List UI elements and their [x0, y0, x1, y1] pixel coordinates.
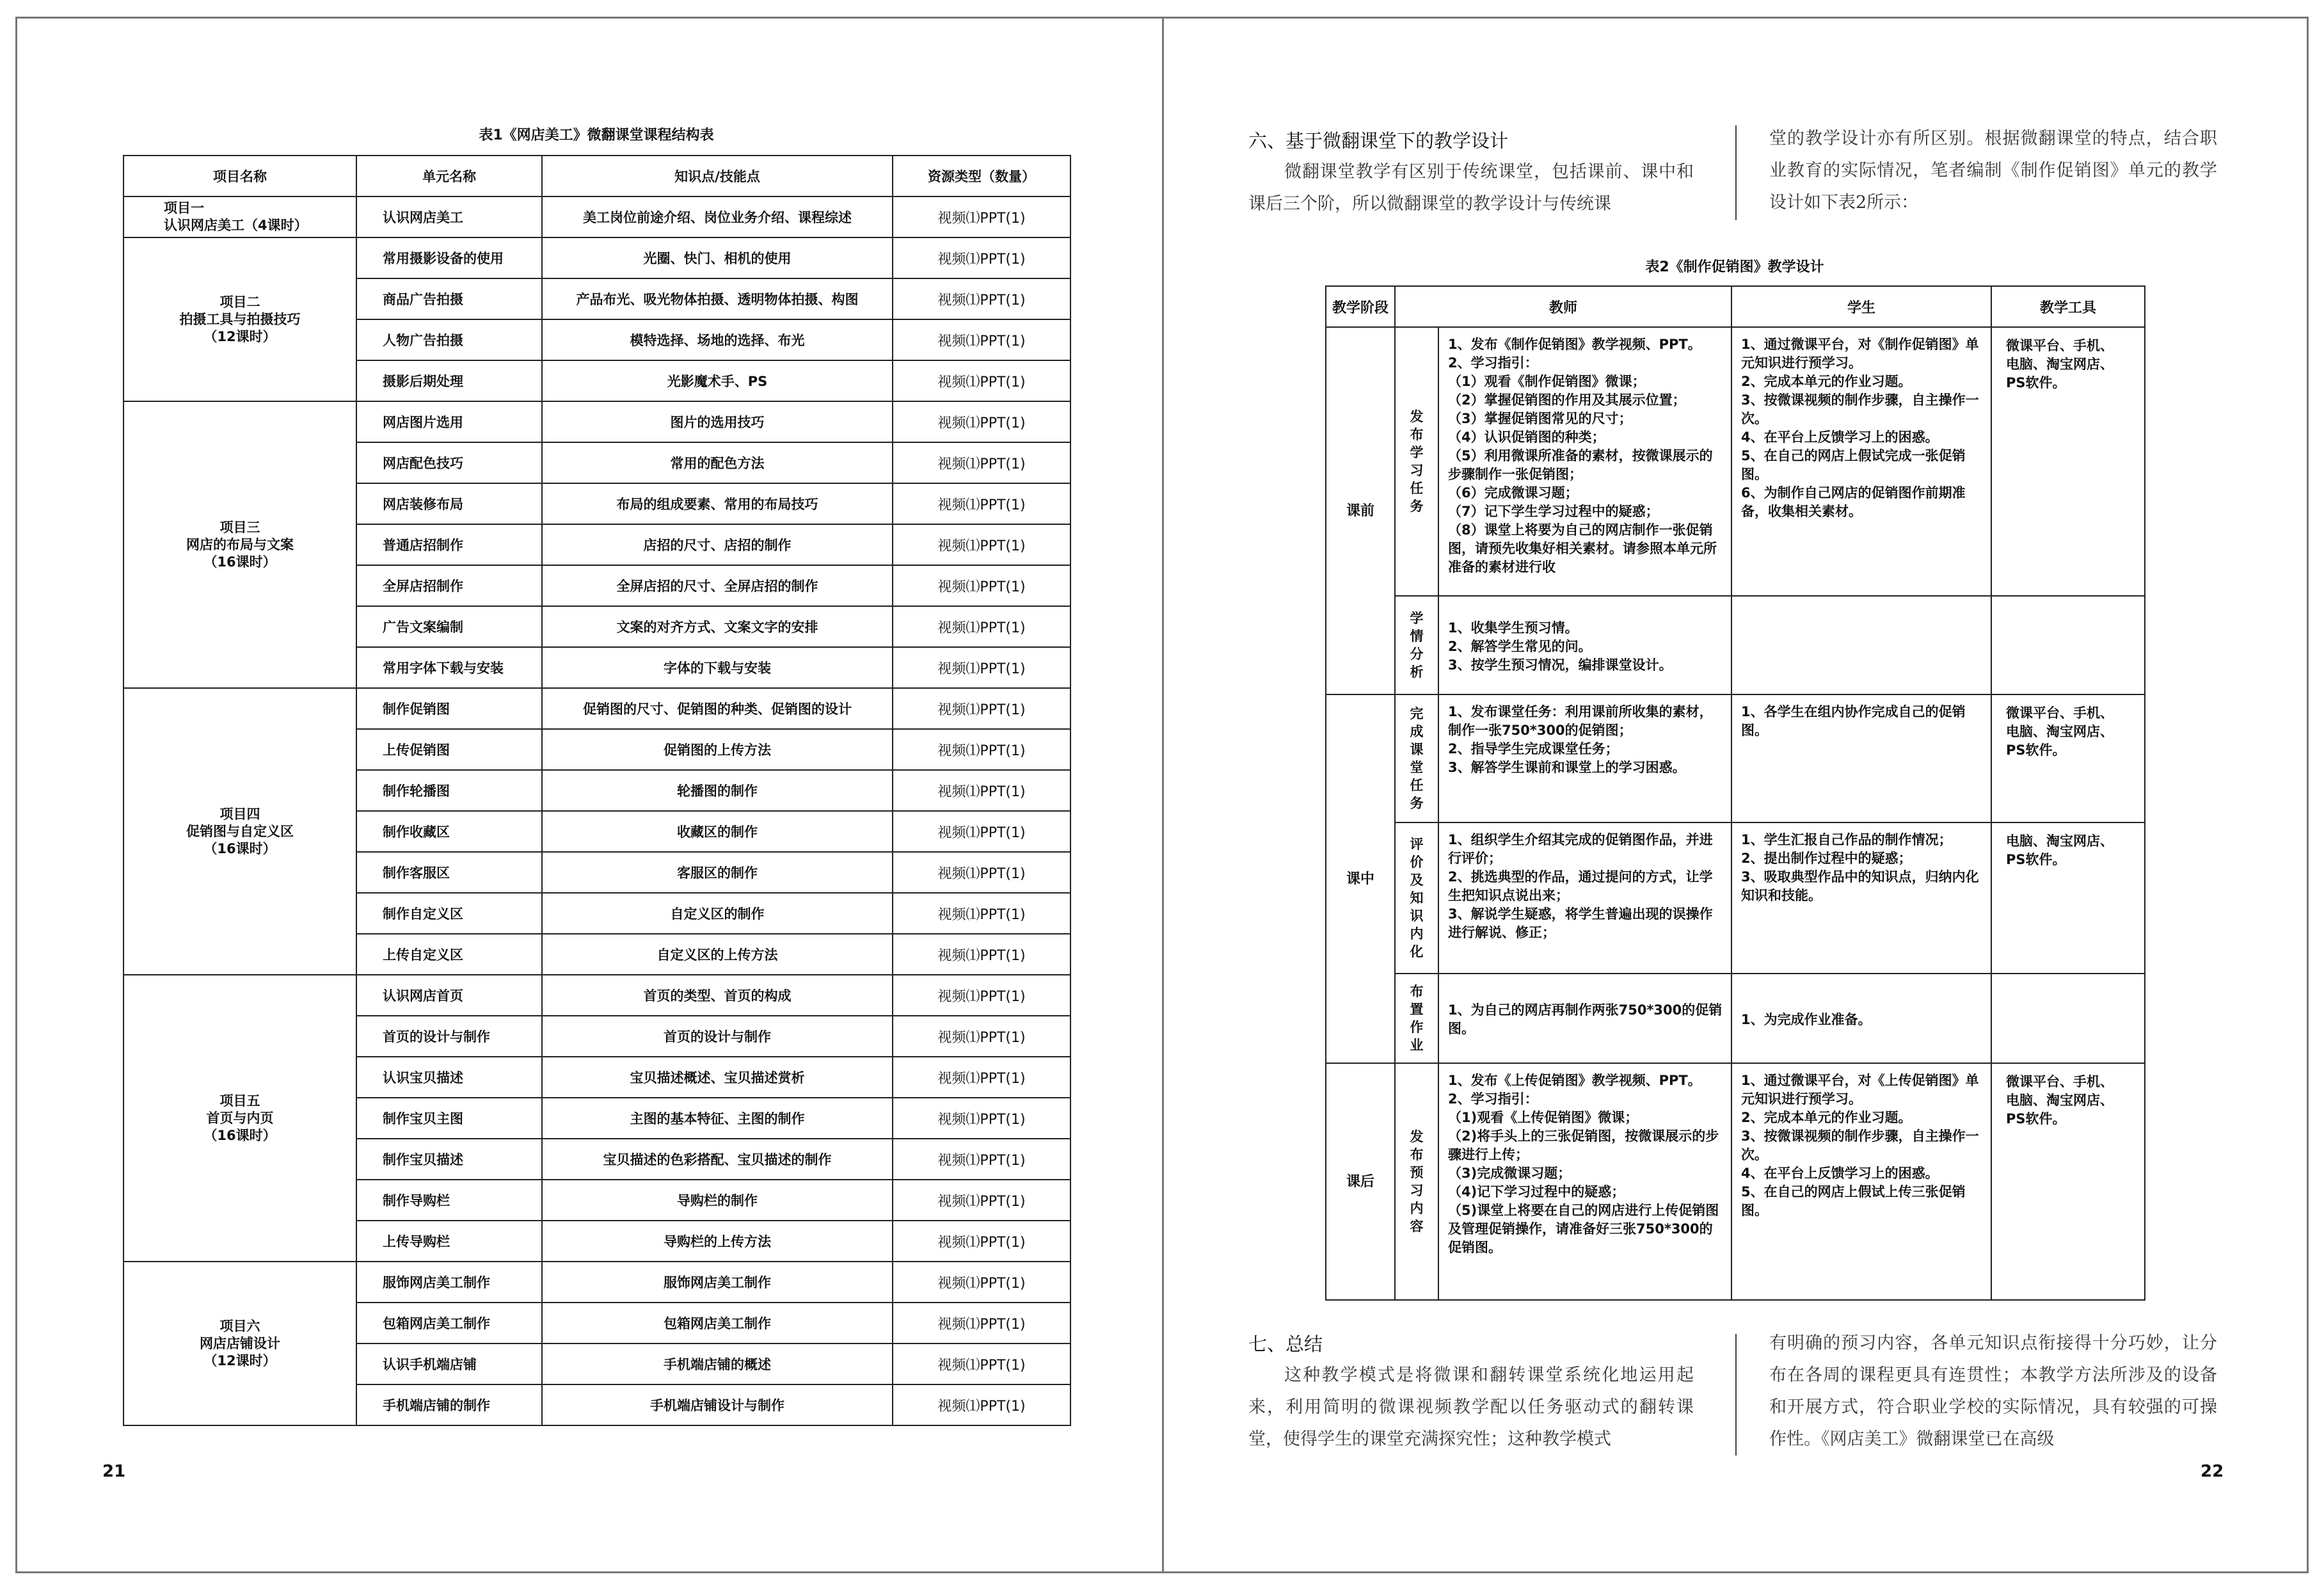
project-name-line: 项目一: [164, 200, 204, 216]
unit-cell: 手机端店铺的制作: [356, 1384, 542, 1425]
table-row: [123, 975, 1070, 1016]
resource-cell: 视频⑴PPT(1): [893, 893, 1070, 934]
resource-cell: 视频⑴PPT(1): [893, 196, 1070, 237]
resource-cell: 视频⑴PPT(1): [893, 1384, 1070, 1425]
knowledge-cell: 光圈、快门、相机的使用: [542, 237, 893, 278]
cell-line: 2、提出制作过程中的疑惑；: [1741, 851, 1912, 866]
knowledge-cell: 模特选择、场地的选择、布光: [542, 319, 893, 360]
unit-cell: 制作自定义区: [356, 893, 542, 934]
knowledge-cell: 首页的类型、首页的构成: [542, 975, 893, 1016]
resource-cell: 视频⑴PPT(1): [893, 1343, 1070, 1384]
cell-line: 3、按学生预习情况，编排课堂设计。: [1448, 657, 1673, 673]
knowledge-cell: 文案的对齐方式、文案文字的安排: [542, 606, 893, 647]
student-cell: [1731, 694, 1991, 822]
cell-line: （6）完成微课习题；: [1448, 485, 1579, 501]
header-unit: 单元名称: [356, 156, 542, 196]
cell-line: 3、按微课视频的制作步骤，自主操作一次。: [1741, 1128, 1979, 1162]
project-name-line: 首页与内页: [206, 1110, 274, 1126]
knowledge-cell: 轮播图的制作: [542, 770, 893, 811]
project-name-line: （16课时）: [203, 840, 276, 856]
table-row: [123, 401, 1070, 442]
unit-cell: 制作收藏区: [356, 811, 542, 852]
resource-cell: 视频⑴PPT(1): [893, 770, 1070, 811]
unit-cell: 制作促销图: [356, 688, 542, 729]
knowledge-cell: 自定义区的上传方法: [542, 934, 893, 975]
header-knowledge: 知识点/技能点: [542, 156, 893, 196]
project-name-line: 促销图与自定义区: [186, 823, 294, 839]
cell-line: 微课平台、手机、: [2006, 338, 2114, 353]
cell-line: PS软件。: [2006, 742, 2066, 758]
student-cell: [1731, 596, 1991, 694]
cell-line: 1、发布课堂任务：利用课前所收集的素材，制作一张750*300的促销图；: [1448, 704, 1713, 738]
resource-cell: 视频⑴PPT(1): [893, 483, 1070, 524]
project-name-line: （16课时）: [203, 1127, 276, 1143]
resource-cell: 视频⑴PPT(1): [893, 975, 1070, 1016]
unit-cell: 上传自定义区: [356, 934, 542, 975]
table1-title: 表1《网店美工》微翻课堂课程结构表: [479, 127, 714, 143]
cell-line: （1）观看《制作促销图》微课；: [1448, 374, 1646, 389]
project-name-cell: [123, 1262, 356, 1425]
unit-cell: 制作宝贝描述: [356, 1139, 542, 1180]
section7-heading: 七、总结: [1248, 1333, 1323, 1355]
resource-cell: 视频⑴PPT(1): [893, 1016, 1070, 1057]
project-name-line: 项目四: [219, 806, 260, 822]
unit-cell: 常用字体下载与安装: [356, 647, 542, 688]
unit-cell: 上传导购栏: [356, 1221, 542, 1262]
project-name-line: 网店的布局与文案: [186, 536, 294, 552]
project-name-line: 项目三: [219, 519, 260, 535]
cell-line: 1、为自己的网店再制作两张750*300的促销图。: [1448, 1002, 1723, 1036]
section6-heading: 六、基于微翻课堂下的教学设计: [1248, 130, 1509, 152]
knowledge-cell: 导购栏的制作: [542, 1180, 893, 1221]
cell-line: 2、指导学生完成课堂任务；: [1448, 741, 1619, 757]
cell-line: PS软件。: [2006, 375, 2066, 390]
resource-cell: 视频⑴PPT(1): [893, 319, 1070, 360]
knowledge-cell: 自定义区的制作: [542, 893, 893, 934]
unit-cell: 网店装修布局: [356, 483, 542, 524]
knowledge-cell: 促销图的上传方法: [542, 729, 893, 770]
cell-line: 2、挑选典型的作品，通过提问的方式，让学生把知识点说出来；: [1448, 869, 1713, 903]
page-number-right: 22: [2201, 1462, 2224, 1481]
sub-stage: 发布预习内容: [1395, 1063, 1438, 1300]
knowledge-cell: 主图的基本特征、主图的制作: [542, 1098, 893, 1139]
unit-cell: 首页的设计与制作: [356, 1016, 542, 1057]
cell-line: （2）掌握促销图的作用及其展示位置；: [1448, 392, 1686, 408]
cell-line: 电脑、淘宝网店、: [2006, 357, 2114, 372]
section6-paragraph-col1: 微翻课堂教学有区别于传统课堂，包括课前、课中和课后三个阶，所以微翻课堂的教学设计与传统课: [1248, 162, 1694, 214]
cell-line: （8）课堂上将要为自己的网店制作一张促销图，请预先收集好相关素材。请参照本单元所准备的素材进行收: [1448, 522, 1717, 575]
teacher-cell: [1438, 694, 1731, 822]
unit-cell: 服饰网店美工制作: [356, 1262, 542, 1303]
resource-cell: 视频⑴PPT(1): [893, 1098, 1070, 1139]
resource-cell: 视频⑴PPT(1): [893, 1262, 1070, 1303]
cell-line: （1)观看《上传促销图》微课；: [1448, 1110, 1639, 1125]
cell-line: 3、解说学生疑惑，将学生普遍出现的误操作进行解说、修正；: [1448, 906, 1713, 940]
unit-cell: 制作客服区: [356, 852, 542, 893]
project-name-cell: [123, 688, 356, 975]
project-name-cell: [123, 196, 356, 237]
tool-cell: [1991, 694, 2145, 822]
project-name-line: 项目五: [219, 1093, 260, 1109]
unit-cell: 网店配色技巧: [356, 442, 542, 483]
knowledge-cell: 收藏区的制作: [542, 811, 893, 852]
unit-cell: 认识网店首页: [356, 975, 542, 1016]
project-name-line: （12课时）: [203, 1352, 276, 1368]
page-number-left: 21: [102, 1462, 126, 1481]
knowledge-cell: 产品布光、吸光物体拍摄、透明物体拍摄、构图: [542, 278, 893, 319]
cell-line: 微课平台、手机、: [2006, 705, 2114, 721]
knowledge-cell: 服饰网店美工制作: [542, 1262, 893, 1303]
table2-row: [1326, 822, 2145, 974]
cell-line: 1、收集学生预习情。: [1448, 620, 1579, 636]
cell-line: （4）认识促销图的种类；: [1448, 429, 1605, 445]
teacher-cell: [1438, 1063, 1731, 1300]
unit-cell: 认识手机端店铺: [356, 1343, 542, 1384]
student-cell: [1731, 822, 1991, 974]
unit-cell: 普通店招制作: [356, 524, 542, 565]
resource-cell: 视频⑴PPT(1): [893, 1139, 1070, 1180]
teacher-cell: [1438, 974, 1731, 1063]
knowledge-cell: 图片的选用技巧: [542, 401, 893, 442]
header-student: 学生: [1731, 286, 1991, 327]
knowledge-cell: 包箱网店美工制作: [542, 1303, 893, 1343]
knowledge-cell: 宝贝描述的色彩搭配、宝贝描述的制作: [542, 1139, 893, 1180]
table-row: [123, 237, 1070, 278]
resource-cell: 视频⑴PPT(1): [893, 852, 1070, 893]
project-name-line: 认识网店美工（4课时）: [164, 218, 308, 233]
cell-line: 4、在平台上反馈学习上的困惑。: [1741, 429, 1939, 445]
cell-line: 微课平台、手机、: [2006, 1074, 2114, 1089]
knowledge-cell: 店招的尺寸、店招的制作: [542, 524, 893, 565]
table2-row: [1326, 1063, 2145, 1300]
cell-line: 2、学习指引：: [1448, 355, 1538, 371]
project-name-cell: [123, 401, 356, 688]
student-cell: [1731, 974, 1991, 1063]
right-page: [1164, 17, 2309, 1573]
student-cell: [1731, 327, 1991, 596]
project-name-line: 项目二: [219, 294, 260, 310]
unit-cell: 包箱网店美工制作: [356, 1303, 542, 1343]
table2-title: 表2《制作促销图》教学设计: [1645, 259, 1824, 275]
resource-cell: 视频⑴PPT(1): [893, 524, 1070, 565]
cell-line: 2、完成本单元的作业习题。: [1741, 374, 1912, 389]
project-name-line: 网店店铺设计: [200, 1335, 280, 1351]
cell-line: （4)记下学习过程中的疑惑；: [1448, 1184, 1625, 1199]
project-name-line: （16课时）: [203, 554, 276, 570]
cell-line: 5、在自己的网店上假试完成一张促销图。: [1741, 448, 1966, 482]
knowledge-cell: 宝贝描述概述、宝贝描述赏析: [542, 1057, 893, 1098]
cell-line: 3、按微课视频的制作步骤，自主操作一次。: [1741, 392, 1979, 426]
table2-row: [1326, 694, 2145, 822]
knowledge-cell: 光影魔术手、PS: [542, 360, 893, 401]
unit-cell: 制作导购栏: [356, 1180, 542, 1221]
header-project: 项目名称: [123, 156, 356, 196]
unit-cell: 商品广告拍摄: [356, 278, 542, 319]
cell-line: 1、学生汇报自己作品的制作情况；: [1741, 832, 1952, 847]
unit-cell: 人物广告拍摄: [356, 319, 542, 360]
cell-line: PS软件。: [2006, 852, 2066, 867]
resource-cell: 视频⑴PPT(1): [893, 1180, 1070, 1221]
resource-cell: 视频⑴PPT(1): [893, 934, 1070, 975]
unit-cell: 制作宝贝主图: [356, 1098, 542, 1139]
header-stage: 教学阶段: [1326, 286, 1395, 327]
column-divider-top: [1735, 125, 1737, 220]
resource-cell: 视频⑴PPT(1): [893, 237, 1070, 278]
cell-line: 1、组织学生介绍其完成的促销图作品，并进行评价；: [1448, 832, 1713, 866]
resource-cell: 视频⑴PPT(1): [893, 442, 1070, 483]
project-name-cell: [123, 237, 356, 401]
cell-line: 1、为完成作业准备。: [1741, 1011, 1872, 1027]
tool-cell: [1991, 1063, 2145, 1300]
knowledge-cell: 字体的下载与安装: [542, 647, 893, 688]
table-row: [123, 1262, 1070, 1303]
cell-line: （5）利用微课所准备的素材，按微课展示的步骤制作一张促销图；: [1448, 448, 1713, 482]
cell-line: （5)课堂上将要在自己的网店进行上传促销图及管理促销操作，请准备好三张750*300的促销图。: [1448, 1203, 1719, 1255]
cell-line: 2、完成本单元的作业习题。: [1741, 1110, 1912, 1125]
resource-cell: 视频⑴PPT(1): [893, 401, 1070, 442]
knowledge-cell: 首页的设计与制作: [542, 1016, 893, 1057]
cell-line: 2、学习指引：: [1448, 1091, 1538, 1107]
cell-line: 6、为制作自己网店的促销图作前期准备，收集相关素材。: [1741, 485, 1966, 519]
sub-stage: 发布学习任务: [1395, 327, 1438, 596]
section7-paragraph-col1: 这种教学模式是将微课和翻转课堂系统化地运用起来，利用简明的微课视频教学配以任务驱动式的翻转课堂，使得学生的课堂充满探究性；这种教学模式: [1248, 1365, 1694, 1449]
cell-line: 电脑、淘宝网店、: [2006, 724, 2114, 739]
cell-line: 电脑、淘宝网店、: [2006, 833, 2114, 849]
project-name-line: （12课时）: [203, 328, 276, 344]
sub-stage: 学情分析: [1395, 596, 1438, 694]
section6-paragraph-col2: 堂的教学设计亦有所区别。根据微翻课堂的特点，结合职业教育的实际情况，笔者编制《制作促销图》单元的教学设计如下表2所示：: [1769, 129, 2217, 213]
knowledge-cell: 布局的组成要素、常用的布局技巧: [542, 483, 893, 524]
unit-cell: 网店图片选用: [356, 401, 542, 442]
resource-cell: 视频⑴PPT(1): [893, 688, 1070, 729]
cell-line: 1、发布《制作促销图》教学视频、PPT。: [1448, 337, 1701, 352]
cell-line: （7）记下学生学习过程中的疑惑；: [1448, 504, 1659, 519]
teacher-cell: [1438, 327, 1731, 596]
resource-cell: 视频⑴PPT(1): [893, 729, 1070, 770]
knowledge-cell: 促销图的尺寸、促销图的种类、促销图的设计: [542, 688, 893, 729]
project-name-line: 拍摄工具与拍摄技巧: [179, 311, 301, 327]
knowledge-cell: 美工岗位前途介绍、岗位业务介绍、课程综述: [542, 196, 893, 237]
cell-line: （3)完成微课习题；: [1448, 1166, 1572, 1181]
cell-line: 5、在自己的网店上假试上传三张促销图。: [1741, 1184, 1966, 1218]
stage-mid: 课中: [1326, 694, 1395, 1063]
project-name-line: 项目六: [219, 1318, 260, 1334]
unit-cell: 制作轮播图: [356, 770, 542, 811]
teaching-design-table: [1325, 285, 2145, 1301]
cell-line: 电脑、淘宝网店、: [2006, 1093, 2114, 1108]
knowledge-cell: 客服区的制作: [542, 852, 893, 893]
unit-cell: 认识网店美工: [356, 196, 542, 237]
header-tool: 教学工具: [1991, 286, 2145, 327]
unit-cell: 认识宝贝描述: [356, 1057, 542, 1098]
table2-header-row: [1326, 286, 2145, 327]
cell-line: （3）掌握促销图常见的尺寸；: [1448, 411, 1632, 426]
unit-cell: 全屏店招制作: [356, 565, 542, 606]
section7-paragraph-col2: 有明确的预习内容，各单元知识点衔接得十分巧妙，让分布在各周的课程更具有连贯性；本教学方法所涉及的设备和开展方式，符合职业学校的实际情况，具有较强的可操作性。《网店美工》微翻课堂已在高级: [1769, 1333, 2217, 1449]
teacher-cell: [1438, 822, 1731, 974]
resource-cell: 视频⑴PPT(1): [893, 1303, 1070, 1343]
sub-stage: 评价及知识内化: [1395, 822, 1438, 974]
table2-row: [1326, 596, 2145, 694]
stage-pre: 课前: [1326, 327, 1395, 694]
cell-line: （2)将手头上的三张促销图，按微课展示的步骤进行上传；: [1448, 1128, 1719, 1162]
unit-cell: 广告文案编制: [356, 606, 542, 647]
sub-stage: 完成课堂任务: [1395, 694, 1438, 822]
course-structure-table: [123, 155, 1071, 1426]
cell-line: 3、解答学生课前和课堂上的学习困惑。: [1448, 760, 1686, 775]
knowledge-cell: 常用的配色方法: [542, 442, 893, 483]
table-row: [123, 688, 1070, 729]
tool-cell: [1991, 822, 2145, 974]
sub-stage: 布置作业: [1395, 974, 1438, 1063]
cell-line: 1、通过微课平台，对《制作促销图》单元知识进行预学习。: [1741, 337, 1979, 371]
resource-cell: 视频⑴PPT(1): [893, 606, 1070, 647]
cell-line: 4、在平台上反馈学习上的困惑。: [1741, 1166, 1939, 1181]
knowledge-cell: 手机端店铺设计与制作: [542, 1384, 893, 1425]
cell-line: 1、各学生在组内协作完成自己的促销图。: [1741, 704, 1966, 738]
cell-line: 3、吸取典型作品中的知识点，归纳内化知识和技能。: [1741, 869, 1979, 903]
resource-cell: 视频⑴PPT(1): [893, 1221, 1070, 1262]
unit-cell: 摄影后期处理: [356, 360, 542, 401]
unit-cell: 常用摄影设备的使用: [356, 237, 542, 278]
resource-cell: 视频⑴PPT(1): [893, 1057, 1070, 1098]
unit-cell: 上传促销图: [356, 729, 542, 770]
cell-line: 1、发布《上传促销图》教学视频、PPT。: [1448, 1073, 1701, 1088]
resource-cell: 视频⑴PPT(1): [893, 811, 1070, 852]
resource-cell: 视频⑴PPT(1): [893, 278, 1070, 319]
table2-row: [1326, 974, 2145, 1063]
resource-cell: 视频⑴PPT(1): [893, 565, 1070, 606]
tool-cell: [1991, 596, 2145, 694]
column-divider-bottom: [1735, 1334, 1737, 1456]
knowledge-cell: 全屏店招的尺寸、全屏店招的制作: [542, 565, 893, 606]
table-row: [123, 196, 1070, 237]
stage-post: 课后: [1326, 1063, 1395, 1300]
table1-header-row: [123, 156, 1070, 196]
student-cell: [1731, 1063, 1991, 1300]
knowledge-cell: 手机端店铺的概述: [542, 1343, 893, 1384]
resource-cell: 视频⑴PPT(1): [893, 360, 1070, 401]
tool-cell: [1991, 974, 2145, 1063]
cell-line: 2、解答学生常见的问。: [1448, 638, 1592, 654]
header-teacher: 教师: [1395, 286, 1731, 327]
table2-row: [1326, 327, 2145, 596]
cell-line: 1、通过微课平台，对《上传促销图》单元知识进行预学习。: [1741, 1073, 1979, 1107]
tool-cell: [1991, 327, 2145, 596]
teacher-cell: [1438, 596, 1731, 694]
cell-line: PS软件。: [2006, 1111, 2066, 1127]
resource-cell: 视频⑴PPT(1): [893, 647, 1070, 688]
header-resource: 资源类型（数量）: [893, 156, 1070, 196]
project-name-cell: [123, 975, 356, 1262]
left-page: [15, 17, 1162, 1573]
knowledge-cell: 导购栏的上传方法: [542, 1221, 893, 1262]
